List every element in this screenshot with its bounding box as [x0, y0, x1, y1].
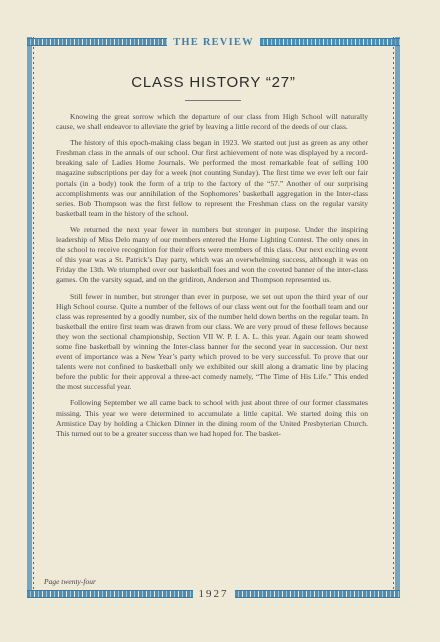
article-body: [56, 112, 368, 572]
running-head: THE REVIEW: [167, 37, 260, 48]
footer-year: 1927: [193, 588, 235, 600]
paragraph: Still fewer in number, but stronger than ever in purpose, we set out upon the third year of our High School course. Quite a number of the fellows of our class went out for the football team and our class was represented by a goodly number, six of the number held down berths on the regular team. In basketball the entire first team was drawn from our class. We are very proud of these fellows because they won the sectional championship, Section VII W. P. I. A. L. this year. Again our team showed some fine basketball by winning the Inter-class banner for the second year in succession. Our next event of importance was a New Year’s party which proved to be very successful. To prove that our talents were not confined to basketball only we exhibited our skill along a dramatic line by placing before the public for their approval a three-act comedy namely, “The Time of His Life.” This ended the most successful year.: [56, 291, 368, 392]
footer-band: [27, 589, 400, 599]
article-title: CLASS HISTORY “27”: [131, 74, 296, 91]
border-rule-left: [27, 590, 193, 598]
title-underline: [185, 100, 241, 101]
paragraph: The history of this epoch-making class began in 1923. We started out just as green as any other Freshman class in the annals of our school. Our first achievement of note was displayed by a record-breaking sale of Ladies Home Journals. We performed the most remarkable feat of selling 100 magazine subscriptions per day for a week (not counting Sunday). The first time we ever left our fair portals (in a body) took the form of a trip to the factory of the “57.” Another of our surprising accomplishments was our annihilation of the Sophomores’ basketball aggregation in the Inter-class series. Bob Thompson was the first fellow to represent the Freshman class on the regular varsity basketball team in the history of the school.: [56, 138, 368, 218]
border-rule-right: [260, 38, 400, 46]
border-rule-left: [27, 38, 167, 46]
paragraph: Following September we all came back to school with just about three of our former classmates missing. This year we were determined to accumulate a little capital. We started doing this on Armistice Day by holding a Chicken Dinner in the dining room of the United Presbyterian Church. This turned out to be a greater success than we had hoped for. The basket-: [56, 398, 368, 438]
paragraph: Knowing the great sorrow which the departure of our class from High School will naturally cause, we shall endeavor to alleviate the grief by leaving a little record of the deeds of our class.: [56, 112, 368, 132]
paragraph: We returned the next year fewer in numbers but stronger in purpose. Under the inspiring leadership of Miss Delo many of our members entered the Home Lighting Contest. The only ones in the school to receive recognition for their efforts were members of this class. Our next exciting event of this year was a St. Patrick’s Day party, which was an overwhelming success, although it was on Friday the 13th. We triumphed over our basketball foes and won the coveted banner of the inter-class games. On the varsity squad, and on the gridiron, Anderson and Thompson represented us.: [56, 224, 368, 285]
page-number: Page twenty-four: [44, 577, 96, 586]
running-head-band: [27, 37, 400, 47]
border-rule-right: [235, 590, 401, 598]
